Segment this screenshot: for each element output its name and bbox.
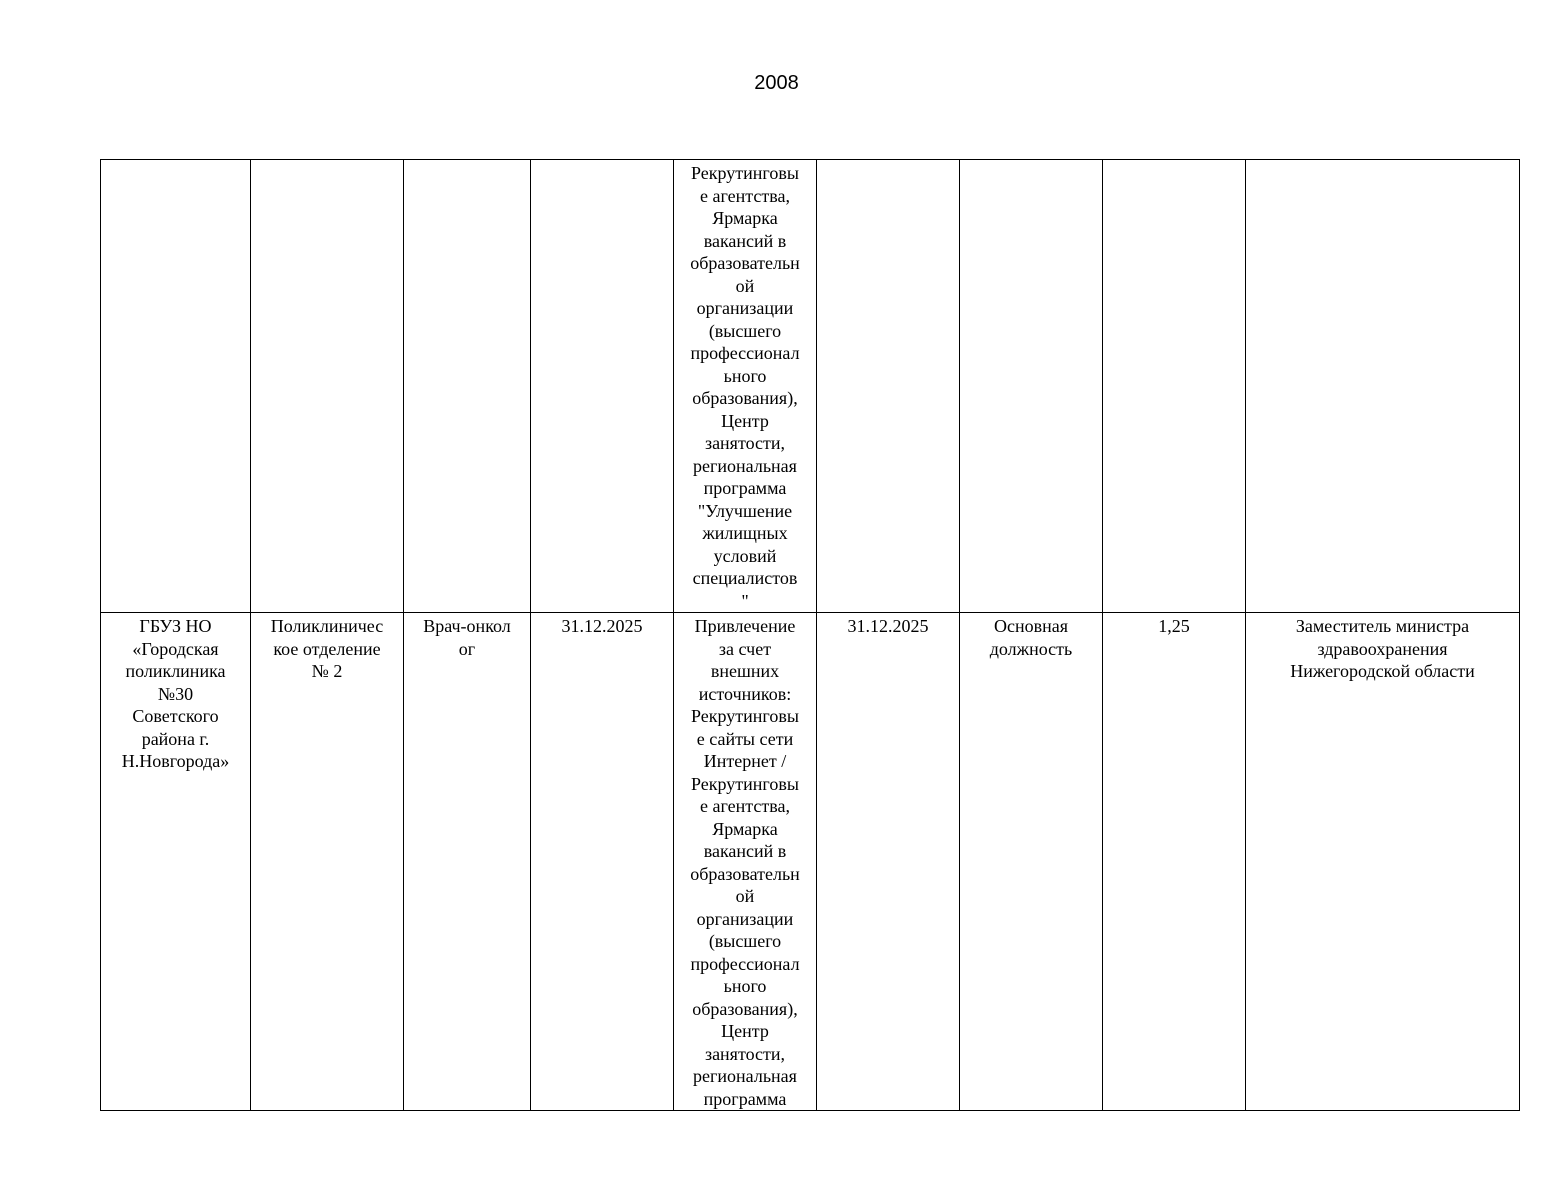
table-cell-department: Поликлиничес кое отделение № 2 [251,613,404,1111]
table-cell-rate [1103,160,1246,613]
table-cell-date: 31.12.2025 [531,613,674,1111]
table-cell-organization [101,160,251,613]
table-cell-deadline [817,160,960,613]
table-cell-date [531,160,674,613]
table-cell-measures: Рекрутинговы е агентства, Ярмарка вакансий в образовательн ой организации (высшего профессионал ьного образования), Центр занятости, региональная программа "Улучшение жилищных условий специалистов " [674,160,817,613]
table-cell-measures: Привлечение за счет внешних источников: Рекрутинговы е сайты сети Интернет / Рекрутинговы е агентства, Ярмарка вакансий в образовательн ой организации (высшего профессионал ьного образования), Центр занятости, региональная программа [674,613,817,1111]
table-cell-position [404,160,531,613]
page-number: 2008 [754,72,799,94]
table-row [101,613,1520,1111]
table-cell-position-type [960,160,1103,613]
table-cell-position-type: Основная должность [960,613,1103,1111]
table-row [101,160,1520,613]
table-cell-responsible: Заместитель министра здравоохранения Нижегородской области [1246,613,1520,1111]
table-cell-organization: ГБУЗ НО «Городская поликлиника №30 Советского района г. Н.Новгорода» [101,613,251,1111]
table-cell-responsible [1246,160,1520,613]
table-cell-rate: 1,25 [1103,613,1246,1111]
data-table [100,159,1520,1111]
table-cell-deadline: 31.12.2025 [817,613,960,1111]
table-cell-position: Врач-онкол ог [404,613,531,1111]
table-cell-department [251,160,404,613]
